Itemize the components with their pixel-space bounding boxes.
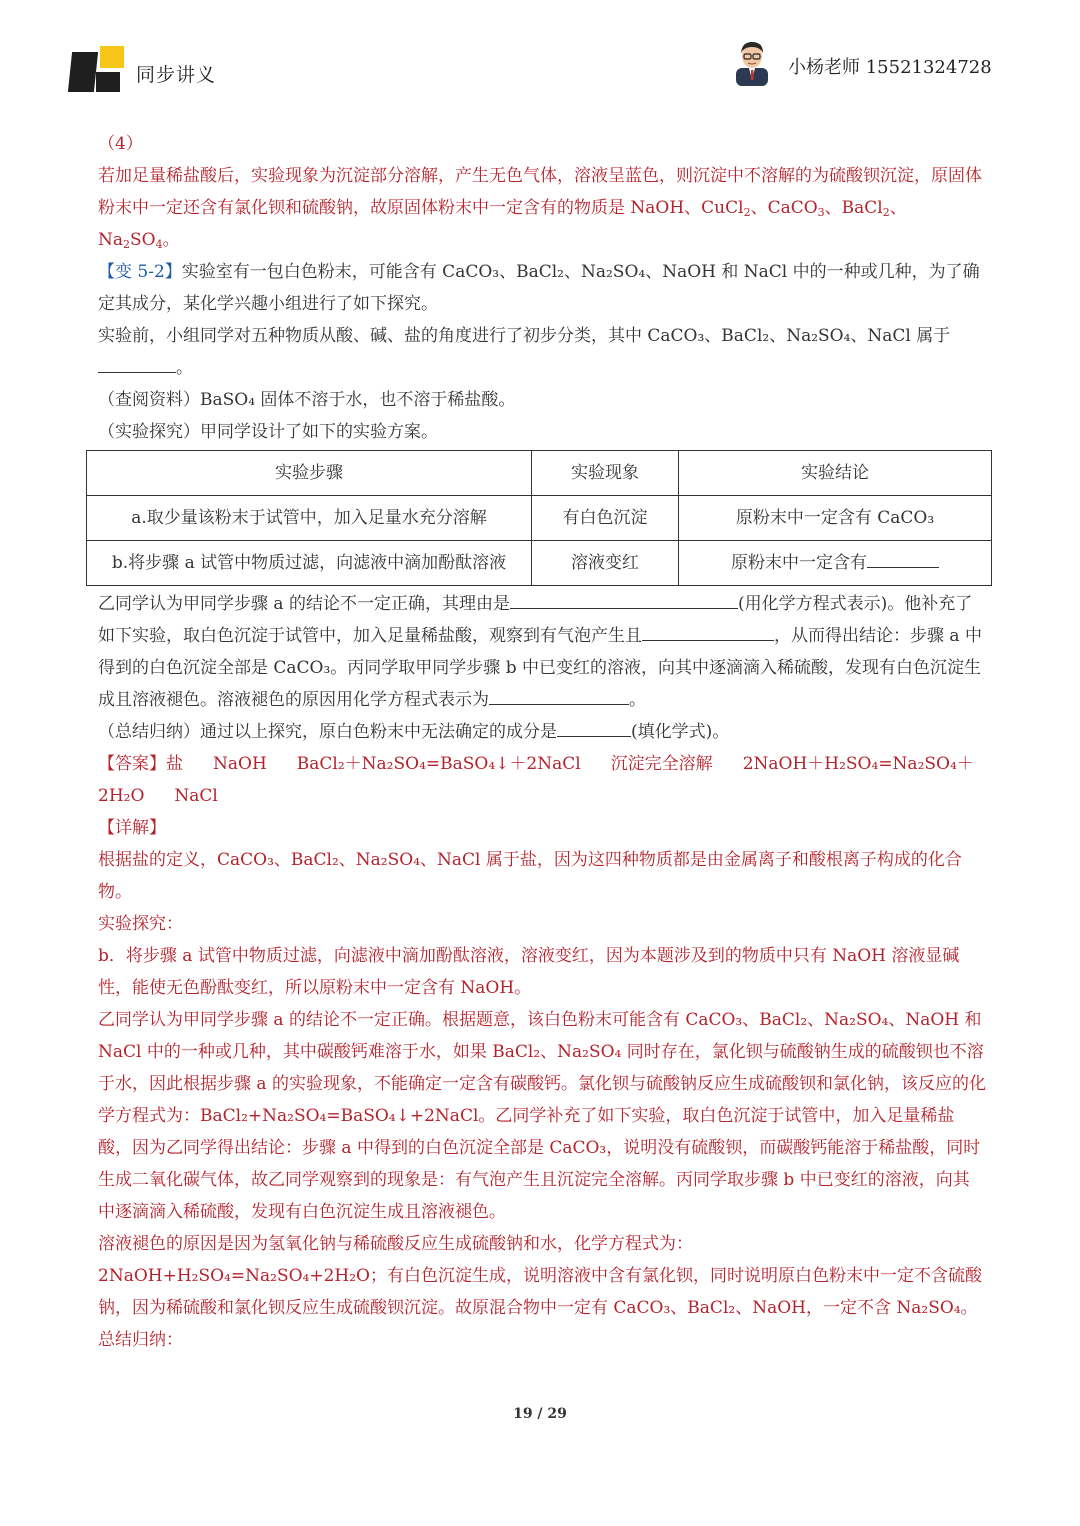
explain-paragraph: 2NaOH+H₂SO₄=Na₂SO₄+2H₂O；有白色沉淀生成，说明溶液中含有氯化钡，同时说明原白色粉末中一定不含硫酸钠，因为稀硫酸和氯化钡反应生成硫酸钡沉淀。故原混合物中一定有 CaCO₃、BaCl₂、NaOH，一定不含 Na₂SO₄。 — [98, 1266, 982, 1318]
question-intro: 【变 5-2】实验室有一包白色粉末，可能含有 CaCO₃、BaCl₂、Na₂SO₄、NaOH 和 NaCl 中的一种或几种，为了确定其成分，某化学兴趣小组进行了如下探究。 — [98, 262, 980, 314]
explain-tag: 【详解】 — [98, 818, 166, 838]
table-cell: a.取少量该粉末于试管中，加入足量水充分溶解 — [87, 496, 532, 541]
teacher-avatar-icon — [730, 38, 774, 86]
explain-paragraph: 乙同学认为甲同学步骤 a 的结论不一定正确。根据题意，该白色粉末可能含有 CaCO₃、BaCl₂、Na₂SO₄、NaOH 和 NaCl 中的一种或几种，其中碳酸钙难溶于水，如果 BaCl₂、Na₂SO₄ 同时存在，氯化钡与硫酸钠生成的硫酸钡也不溶于水，因此根据步骤 a 的实验现象，不能确定一定含有碳酸钙。氯化钡与硫酸钠反应生成硫酸钡和氯化钠，该反应的化学方程式为：BaCl₂+Na₂SO₄=BaSO₄↓+2NaCl。乙同学补充了如下实验，取白色沉淀于试管中，加入足量稀盐酸，因为乙同学得出结论：步骤 a 中得到的白色沉淀全部是 CaCO₃，说明没有硫酸钡，而碳酸钙能溶于稀盐酸，同时生成二氧化碳气体，故乙同学观察到的现象是：有气泡产生且沉淀完全溶解。丙同学取步骤 b 中已变红的溶液，向其中逐滴滴入稀硫酸，发现有白色沉淀生成且溶液褪色。 — [98, 1010, 986, 1222]
table-header-cell: 实验结论 — [679, 451, 992, 496]
explain-paragraph: 溶液褪色的原因是因为氢氧化钠与稀硫酸反应生成硫酸钠和水，化学方程式为： — [98, 1234, 693, 1254]
question-tag: 【变 5-2】 — [98, 262, 182, 282]
question-info: （查阅资料）BaSO₄ 固体不溶于水，也不溶于稀盐酸。 — [98, 390, 516, 410]
page-content — [98, 128, 986, 1356]
teacher-contact: 小杨老师 15521324728 — [788, 57, 992, 78]
brand-title: 同步讲义 — [136, 64, 217, 86]
table-header-row — [87, 451, 992, 496]
table-header-cell: 实验现象 — [532, 451, 679, 496]
explain-paragraph: 总结归纳： — [98, 1330, 183, 1350]
table-cell: 溶液变红 — [532, 541, 679, 586]
table-cell: 原粉末中一定含有 CaCO₃ — [679, 496, 992, 541]
table-row — [87, 496, 992, 541]
table-header-cell: 实验步骤 — [87, 451, 532, 496]
part4-label: （4） — [98, 134, 143, 154]
question-pre: 实验前，小组同学对五种物质从酸、碱、盐的角度进行了初步分类，其中 CaCO₃、BaCl₂、Na₂SO₄、NaCl 属于。 — [98, 326, 951, 378]
table-cell: b.将步骤 a 试管中物质过滤，向滤液中滴加酚酞溶液 — [87, 541, 532, 586]
explain-paragraph: 实验探究： — [98, 914, 183, 934]
explain-paragraph: b．将步骤 a 试管中物质过滤，向滤液中滴加酚酞溶液，溶液变红，因为本题涉及到的物质中只有 NaOH 溶液显碱性，能使无色酚酞变红，所以原粉末中一定含有 NaOH。 — [98, 946, 960, 998]
table-cell: 有白色沉淀 — [532, 496, 679, 541]
explain-paragraph: 根据盐的定义，CaCO₃、BaCl₂、Na₂SO₄、NaCl 属于盐，因为这四种物质都是由金属离子和酸根离子构成的化合物。 — [98, 850, 962, 902]
table-cell: 原粉末中一定含有 — [679, 541, 992, 586]
page-header — [0, 0, 1080, 120]
part4-text: 若加足量稀盐酸后，实验现象为沉淀部分溶解，产生无色气体，溶液呈蓝色，则沉淀中不溶解的为硫酸钡沉淀，原固体粉末中一定还含有氯化钡和硫酸钠，故原固体粉末中一定含有的物质是 NaOH、CuCl$_2$、CaCO$_3$、BaCl$_2$、$Na_2SO_4$。 — [98, 166, 982, 251]
question-summary: （总结归纳）通过以上探究，原白色粉末中无法确定的成分是 (填化学式)。 — [98, 716, 986, 748]
answer-line: 【答案】盐 NaOH BaCl₂＋Na₂SO₄=BaSO₄↓＋2NaCl 沉淀完全溶解 2NaOH＋H₂SO₄=Na₂SO₄＋2H₂O NaCl — [98, 754, 974, 806]
question-explore: （实验探究）甲同学设计了如下的实验方案。 — [98, 422, 438, 442]
answer-tag: 【答案】 — [98, 754, 166, 774]
experiment-table — [86, 450, 992, 586]
table-row — [87, 541, 992, 586]
question-yi: 乙同学认为甲同学步骤 a 的结论不一定正确，其理由是 (用化学方程式表示)。他补充了如下实验，取白色沉淀于试管中，加入足量稀盐酸，观察到有气泡产生且 ，从而得出结论：步骤 a 中得到的白色沉淀全部是 CaCO₃。丙同学取甲同学步骤 b 中已变红的溶液，向其中逐滴滴入稀硫酸，发现有白色沉淀生成且溶液褪色。溶液褪色的原因用化学方程式表示为 。 — [98, 588, 986, 716]
brand-logo-icon — [70, 46, 126, 94]
page-number: 19 / 29 — [513, 1406, 567, 1422]
